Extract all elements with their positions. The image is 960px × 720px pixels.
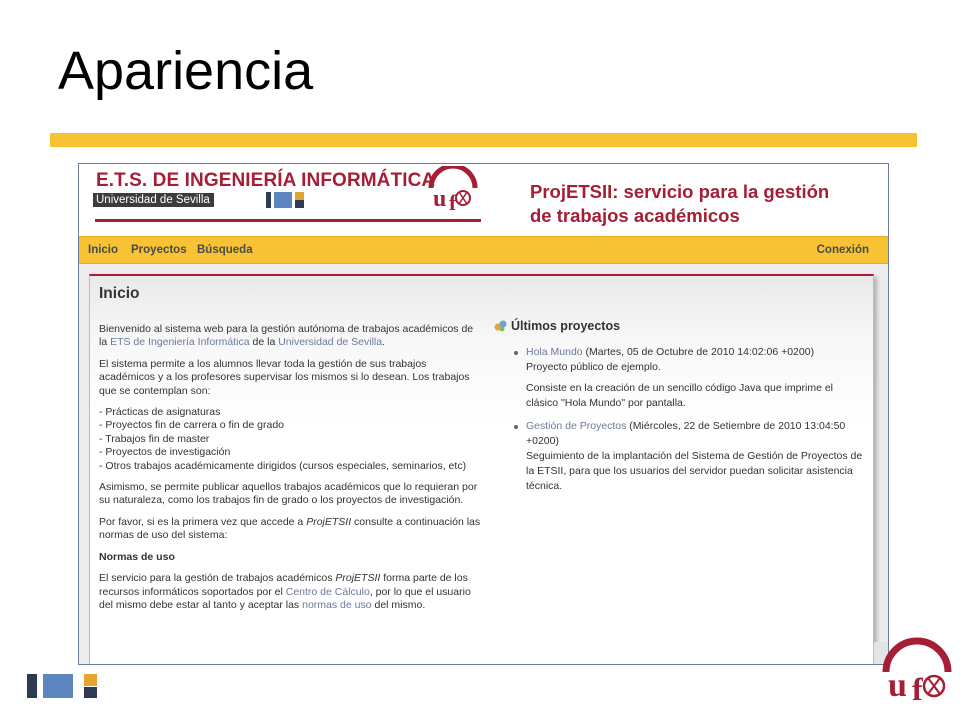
list-item: Gestión de Proyectos (Miércoles, 22 de Setiembre de 2010 13:04:50 +0200) Seguimiento de la implantación del Sistema de Gestión de Proyectos de la ETSII, para que los usuarios del servidor puedan solicitar asistencia técnica.: [494, 419, 864, 494]
svg-text:u: u: [888, 667, 907, 704]
university-label: Universidad de Sevilla: [93, 193, 214, 207]
bullet-icon: [514, 425, 518, 429]
main-panel: [89, 274, 874, 665]
site-header: [79, 164, 888, 236]
list-item: - Proyectos de investigación: [99, 446, 231, 459]
header-divider: [95, 219, 481, 222]
project-link-hola-mundo[interactable]: Hola Mundo: [526, 346, 583, 358]
first-visit-paragraph: Por favor, si es la primera vez que accede a ProjETSII consulte a continuación las normas de uso del sistema:: [99, 515, 481, 542]
welcome-column: [99, 323, 483, 620]
centro-calculo-link[interactable]: Centro de Cálculo: [285, 585, 370, 598]
list-item: Hola Mundo (Martes, 05 de Octubre de 2010 14:02:06 +0200) Proyecto público de ejemplo. Consiste en la creación de un sencillo código Java que imprime el clásico "Hola Mundo" por pantalla.: [494, 345, 864, 411]
intro-paragraph: Bienvenido al sistema web para la gestión autónoma de trabajos académicos de la ETS de Ingeniería Informática de la Universidad de Sevilla.: [99, 323, 474, 349]
page-title: Inicio: [99, 285, 140, 302]
publish-paragraph: Asimismo, se permite publicar aquellos trabajos académicos que lo requieran por su naturaleza, como los trabajos fin de grado o los proyectos de investigación.: [99, 481, 478, 507]
list-item: - Otros trabajos académicamente dirigidos (cursos especiales, seminarios, etc): [99, 459, 467, 472]
project-link-gestion[interactable]: Gestión de Proyectos: [526, 420, 627, 432]
nav-bar: [79, 236, 888, 264]
svg-text:u: u: [433, 186, 447, 212]
etsii-link[interactable]: ETS de Ingeniería Informática: [110, 336, 250, 349]
latest-projects: [494, 319, 864, 502]
normas-uso-link[interactable]: normas de uso: [302, 598, 372, 611]
nav-item-inicio[interactable]: Inicio: [88, 244, 119, 256]
content-area: [79, 264, 888, 665]
rules-paragraph: El servicio para la gestión de trabajos académicos ProjETSII forma parte de los recursos informáticos soportados por el Centro de Cálculo, por lo que el usuario del mismo debe estar al tanto y aceptar las normas de uso del mismo.: [99, 572, 471, 611]
app-title: [530, 180, 829, 228]
website-screenshot: [78, 163, 889, 665]
list-item: - Trabajos fin de master: [99, 432, 210, 445]
latest-projects-heading: Últimos proyectos: [494, 319, 864, 334]
university-seal-icon: [425, 166, 481, 223]
rules-heading: Normas de uso: [99, 550, 175, 563]
description-paragraph: El sistema permite a los alumnos llevar toda la gestión de sus trabajos académicos y a los profesores supervisar los mismos si lo desean. Los trabajos que se contemplan son:: [99, 357, 470, 397]
svg-text:f: f: [912, 671, 923, 707]
projects-icon: [494, 318, 508, 336]
nav-item-proyectos[interactable]: Proyectos: [131, 244, 187, 256]
list-item: - Proyectos fin de carrera o fin de grado: [99, 419, 285, 432]
slide-accent-bar: [50, 133, 917, 147]
us-link[interactable]: Universidad de Sevilla: [278, 336, 383, 349]
bullet-icon: [514, 351, 518, 355]
list-item: - Prácticas de asignaturas: [99, 406, 221, 419]
login-link[interactable]: Conexión: [816, 244, 869, 256]
app-title-line2: de trabajos académicos: [530, 205, 740, 226]
slide-title: Apariencia: [58, 41, 314, 101]
nav-item-busqueda[interactable]: Búsqueda: [197, 244, 253, 256]
school-name: E.T.S. DE INGENIERÍA INFORMÁTICA: [96, 170, 436, 191]
svg-text:f: f: [449, 190, 457, 215]
footer-university-seal-icon: [878, 634, 956, 717]
work-types-list: [99, 406, 483, 473]
app-title-line1: ProjETSII: servicio para la gestión: [530, 181, 830, 202]
